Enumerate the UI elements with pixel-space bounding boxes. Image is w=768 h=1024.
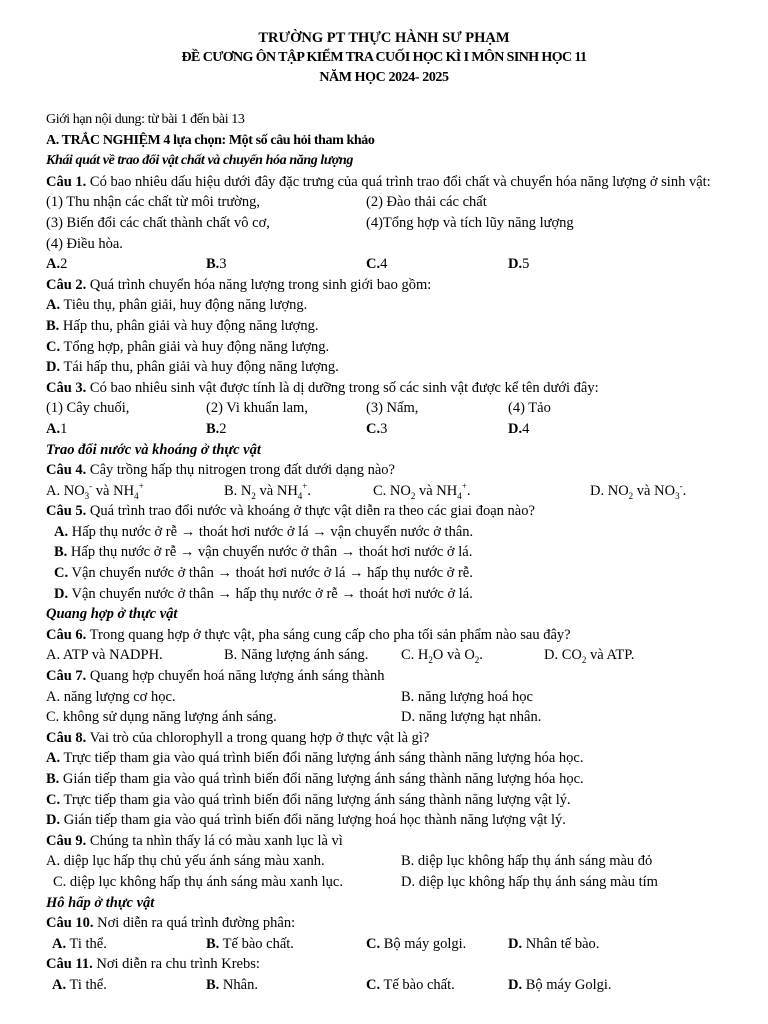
question-5 bbox=[46, 501, 746, 522]
answer-a: A. $NO_3^-$ và $NH_4^+$ bbox=[46, 480, 144, 501]
answer-row bbox=[46, 975, 746, 996]
question-8 bbox=[46, 728, 746, 749]
answer-b: B.3 bbox=[206, 256, 227, 273]
answer-b: B. Hấp thụ nước ở rễ → vận chuyển nước ở thân → thoát hơi nước ở lá. bbox=[54, 544, 473, 561]
answer-b: B. năng lượng hoá học bbox=[401, 688, 533, 705]
question-text: Quá trình chuyển hóa năng lượng trong sinh giới bao gồm: bbox=[86, 276, 432, 293]
question-text: Nơi diễn ra quá trình đường phân: bbox=[93, 915, 296, 932]
answer-b: B. Tế bào chất. bbox=[206, 935, 294, 952]
item: (2) Đào thải các chất bbox=[366, 194, 487, 211]
document-body bbox=[46, 110, 746, 996]
answer-row bbox=[46, 707, 746, 728]
school-year: NĂM HỌC 2024- 2025 bbox=[319, 70, 449, 85]
answer-b: B. Hấp thu, phân giải và huy động năng lượng. bbox=[46, 317, 319, 334]
answer-a: A. ATP và NADPH. bbox=[46, 647, 163, 664]
answer-b: B. diệp lục không hấp thụ ánh sáng màu đỏ bbox=[401, 853, 653, 870]
answer-d: D. Nhân tế bào. bbox=[508, 935, 600, 952]
topic-heading: Trao đổi nước và khoáng ở thực vật bbox=[46, 441, 261, 458]
question-label: Câu 8. bbox=[46, 729, 87, 746]
question-3-items-row bbox=[46, 398, 746, 419]
question-text: Chúng ta nhìn thấy lá có màu xanh lục là vì bbox=[86, 832, 343, 849]
answer-a: A. Ti thể. bbox=[52, 935, 107, 952]
item: (4) Tảo bbox=[508, 400, 551, 417]
question-text: Vai trò của chlorophyll a trong quang hợp ở thực vật là gì? bbox=[86, 729, 430, 746]
item: (3) Nấm, bbox=[366, 400, 419, 417]
school-name: TRƯỜNG PT THỰC HÀNH SƯ PHẠM bbox=[258, 30, 510, 46]
answer-d: D. Gián tiếp tham gia vào quá trình biến đổi năng lượng hoá học thành năng lượng vật lý. bbox=[46, 812, 566, 829]
answer-a: A. năng lượng cơ học. bbox=[46, 688, 176, 705]
answer-c: C. diệp lục không hấp thụ ánh sáng màu xanh lục. bbox=[53, 873, 343, 890]
answer-b: B. Gián tiếp tham gia vào quá trình biến đổi năng lượng ánh sáng thành năng lượng hóa học. bbox=[46, 771, 584, 787]
answer-a: A. Ti thể. bbox=[52, 976, 107, 993]
answer-d: D.5 bbox=[508, 256, 530, 273]
question-text: Quá trình trao đổi nước và khoáng ở thực vật diễn ra theo các giai đoạn nào? bbox=[86, 503, 535, 520]
question-label: Câu 11. bbox=[46, 956, 93, 973]
question-text: Có bao nhiêu sinh vật được tính là dị dưỡng trong số các sinh vật được kể tên dưới đây: bbox=[86, 379, 599, 396]
answer-row bbox=[46, 419, 746, 440]
question-10 bbox=[46, 913, 746, 934]
answer-d: D. $CO_2$ và ATP. bbox=[544, 647, 635, 666]
question-4 bbox=[46, 460, 746, 481]
content-scope: Giới hạn nội dung: từ bài 1 đến bài 13 bbox=[46, 112, 245, 127]
question-3 bbox=[46, 378, 746, 399]
question-label: Câu 1. bbox=[46, 173, 87, 190]
answer-d: D. Vận chuyển nước ở thân → hấp thụ nước ở rễ → thoát hơi nước ở lá. bbox=[54, 585, 473, 602]
question-1 bbox=[46, 172, 746, 193]
question-text: Có bao nhiêu dấu hiệu dưới đây đặc trưng của quá trình trao đổi chất và chuyển hóa năng lượng ở sinh vật: bbox=[86, 173, 711, 190]
answer-c: C. Trực tiếp tham gia vào quá trình biến đổi năng lượng ánh sáng thành năng lượng vật lý. bbox=[46, 791, 571, 808]
answer-row bbox=[46, 645, 746, 666]
question-label: Câu 2. bbox=[46, 276, 87, 293]
answer-a: A.2 bbox=[46, 256, 68, 273]
item: (4)Tổng hợp và tích lũy năng lượng bbox=[366, 214, 574, 231]
answer-b: B. Năng lượng ánh sáng. bbox=[224, 647, 369, 664]
answer-a: A. diệp lục hấp thụ chủ yếu ánh sáng màu xanh. bbox=[46, 853, 325, 870]
item: (1) Thu nhận các chất từ môi trường, bbox=[46, 194, 260, 211]
question-label: Câu 3. bbox=[46, 379, 87, 396]
question-label: Câu 9. bbox=[46, 832, 87, 849]
document-title: ĐỀ CƯƠNG ÔN TẬP KIỂM TRA CUỐI HỌC KÌ I MÔN SINH HỌC 11 bbox=[181, 50, 587, 65]
document-header bbox=[0, 0, 768, 88]
answer-d: D.4 bbox=[508, 420, 530, 437]
question-9 bbox=[46, 831, 746, 852]
question-2 bbox=[46, 275, 746, 296]
item: (3) Biến đổi các chất thành chất vô cơ, bbox=[46, 214, 270, 231]
item: (2) Vi khuẩn lam, bbox=[206, 400, 308, 417]
answer-c: C. $H_2O$ và $O_2$. bbox=[401, 647, 483, 666]
question-label: Câu 4. bbox=[46, 462, 87, 479]
answer-c: C. Bộ máy golgi. bbox=[366, 935, 467, 952]
answer-a: A. Tiêu thụ, phân giải, huy động năng lượng. bbox=[46, 297, 308, 314]
answer-b: B.2 bbox=[206, 420, 227, 437]
question-1-items-row bbox=[46, 192, 746, 213]
answer-row bbox=[46, 254, 746, 275]
answer-d: D. $NO_2$ và $NO_3^-$. bbox=[590, 480, 687, 501]
question-6 bbox=[46, 625, 746, 646]
answer-b: B. $N_2$ và $NH_4^+$. bbox=[224, 480, 311, 501]
answer-d: D. Bộ máy Golgi. bbox=[508, 976, 612, 993]
item: (4) Điều hòa. bbox=[46, 235, 123, 252]
answer-c: C. không sử dụng năng lượng ánh sáng. bbox=[46, 709, 277, 726]
question-text: Nơi diễn ra chu trình Krebs: bbox=[92, 956, 260, 973]
topic-heading: Khái quát về trao đổi vật chất và chuyển hóa năng lượng bbox=[46, 153, 353, 169]
question-1-items-row bbox=[46, 213, 746, 234]
question-11 bbox=[46, 954, 746, 975]
answer-row bbox=[46, 851, 746, 872]
answer-b: B. Nhân. bbox=[206, 976, 258, 993]
question-text: Quang hợp chuyển hoá năng lượng ánh sáng thành bbox=[86, 668, 385, 685]
answer-row bbox=[46, 934, 746, 955]
answer-row bbox=[46, 872, 746, 893]
answer-c: C. Tế bào chất. bbox=[366, 976, 455, 993]
question-label: Câu 10. bbox=[46, 915, 94, 932]
answer-c: C. $NO_2$ và $NH_4^+$. bbox=[373, 480, 471, 501]
topic-heading: Quang hợp ở thực vật bbox=[46, 606, 178, 623]
answer-c: C. Tổng hợp, phân giải và huy động năng lượng. bbox=[46, 338, 330, 355]
question-label: Câu 7. bbox=[46, 668, 87, 685]
answer-d: D. năng lượng hạt nhân. bbox=[401, 709, 542, 726]
answer-a: A.1 bbox=[46, 420, 68, 437]
section-a-heading: A. TRẮC NGHIỆM 4 lựa chọn: Một số câu hỏi tham khảo bbox=[46, 132, 375, 148]
answer-d: D. Tái hấp thu, phân giải và huy động năng lượng. bbox=[46, 359, 339, 376]
item: (1) Cây chuối, bbox=[46, 400, 130, 417]
answer-a: A. Hấp thụ nước ở rễ → thoát hơi nước ở lá → vận chuyển nước ở thân. bbox=[54, 523, 474, 540]
answer-row bbox=[46, 687, 746, 708]
answer-c: C.4 bbox=[366, 256, 388, 273]
question-label: Câu 6. bbox=[46, 626, 87, 643]
answer-a: A. Trực tiếp tham gia vào quá trình biến đổi năng lượng ánh sáng thành năng lượng hóa học. bbox=[46, 750, 584, 767]
question-text: Cây trồng hấp thụ nitrogen trong đất dưới dạng nào? bbox=[86, 462, 395, 479]
answer-c: C. Vận chuyển nước ở thân → thoát hơi nước ở lá → hấp thụ nước ở rễ. bbox=[54, 565, 473, 582]
question-text: Trong quang hợp ở thực vật, pha sáng cung cấp cho pha tối sản phẩm nào sau đây? bbox=[86, 626, 571, 643]
topic-heading: Hô hấp ở thực vật bbox=[46, 894, 155, 911]
question-label: Câu 5. bbox=[46, 503, 87, 520]
answer-d: D. diệp lục không hấp thụ ánh sáng màu tím bbox=[401, 873, 658, 890]
answer-row bbox=[46, 481, 746, 502]
answer-c: C.3 bbox=[366, 420, 388, 437]
question-7 bbox=[46, 666, 746, 687]
